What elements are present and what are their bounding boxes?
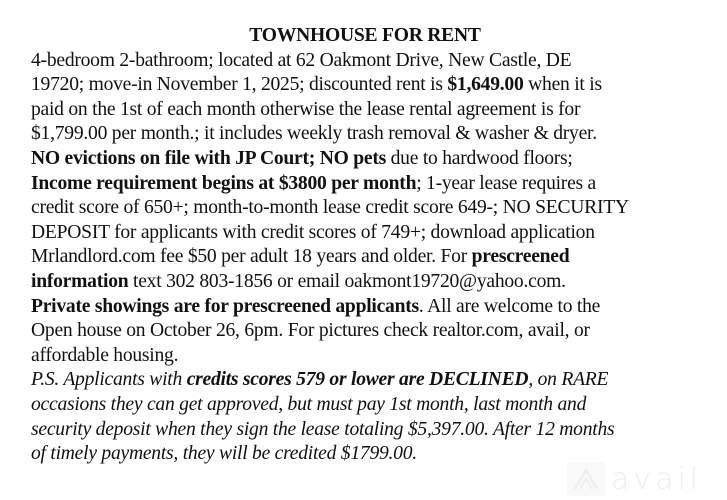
- text-segment: security deposit when they sign the lease totaling $5,397.00. After 12 months: [31, 418, 615, 440]
- text-segment: text 302 803-1856 or email oakmont19720@yahoo.com.: [128, 270, 566, 292]
- text-line: [31, 418, 701, 443]
- text-line: [31, 196, 701, 221]
- text-line: [31, 98, 701, 123]
- text-segment: Private showings are for prescreened applicants: [31, 295, 419, 317]
- text-segment: Mrlandlord.com fee $50 per adult 18 years and older. For: [31, 246, 472, 268]
- text-line: [31, 344, 701, 369]
- text-segment: 19720; move-in November 1, 2025; discounted rent is: [31, 74, 448, 96]
- watermark-text: avail: [611, 461, 703, 497]
- text-line: [31, 221, 701, 246]
- text-segment: . All are welcome to the: [418, 295, 601, 317]
- avail-watermark: [567, 462, 727, 496]
- text-line: [31, 270, 701, 295]
- text-segment: information: [31, 270, 129, 292]
- listing-body: [31, 49, 701, 467]
- text-line: [31, 73, 701, 98]
- text-line: [31, 393, 701, 418]
- text-segment: ; 1-year lease requires a: [416, 172, 597, 194]
- text-segment: of timely payments, they will be credited $1799.00.: [31, 443, 417, 465]
- text-segment: NO evictions on file with JP Court; NO pets: [31, 147, 386, 169]
- text-segment: paid on the 1st of each month otherwise the lease rental agreement is for: [31, 98, 581, 120]
- text-line: [31, 295, 701, 320]
- avail-logo-icon: [567, 462, 605, 496]
- listing-document: [31, 24, 701, 467]
- text-line: [31, 172, 701, 197]
- text-segment: $1,649.00: [447, 74, 524, 96]
- text-segment: credit score of 650+; month-to-month lease credit score 649-; NO SECURITY: [31, 197, 629, 219]
- text-line: [31, 319, 701, 344]
- text-segment: P.S. Applicants with: [31, 369, 187, 391]
- text-segment: prescreened: [471, 246, 570, 268]
- listing-title: TOWNHOUSE FOR RENT: [249, 25, 481, 46]
- text-line: [31, 49, 701, 74]
- text-line: [31, 122, 701, 147]
- text-segment: 4-bedroom 2-bathroom; located at 62 Oakmont Drive, New Castle, DE: [31, 49, 572, 71]
- text-line: [31, 245, 701, 270]
- text-line: [31, 368, 701, 393]
- text-segment: affordable housing.: [31, 344, 179, 366]
- text-segment: DEPOSIT for applicants with credit scores of 749+; download application: [31, 221, 595, 243]
- text-segment: Income requirement begins at $3800 per month: [31, 172, 417, 194]
- text-segment: $1,799.00 per month.; it includes weekly trash removal & washer & dryer.: [31, 123, 597, 145]
- text-segment: Open house on October 26, 6pm. For pictures check realtor.com, avail, or: [31, 320, 590, 342]
- text-line: [31, 147, 701, 172]
- text-segment: , on RARE: [528, 369, 609, 391]
- text-segment: occasions they can get approved, but must pay 1st month, last month and: [31, 393, 587, 415]
- text-segment: when it is: [523, 74, 602, 96]
- text-segment: credits scores 579 or lower are DECLINED: [186, 369, 529, 391]
- text-segment: due to hardwood floors;: [385, 147, 573, 169]
